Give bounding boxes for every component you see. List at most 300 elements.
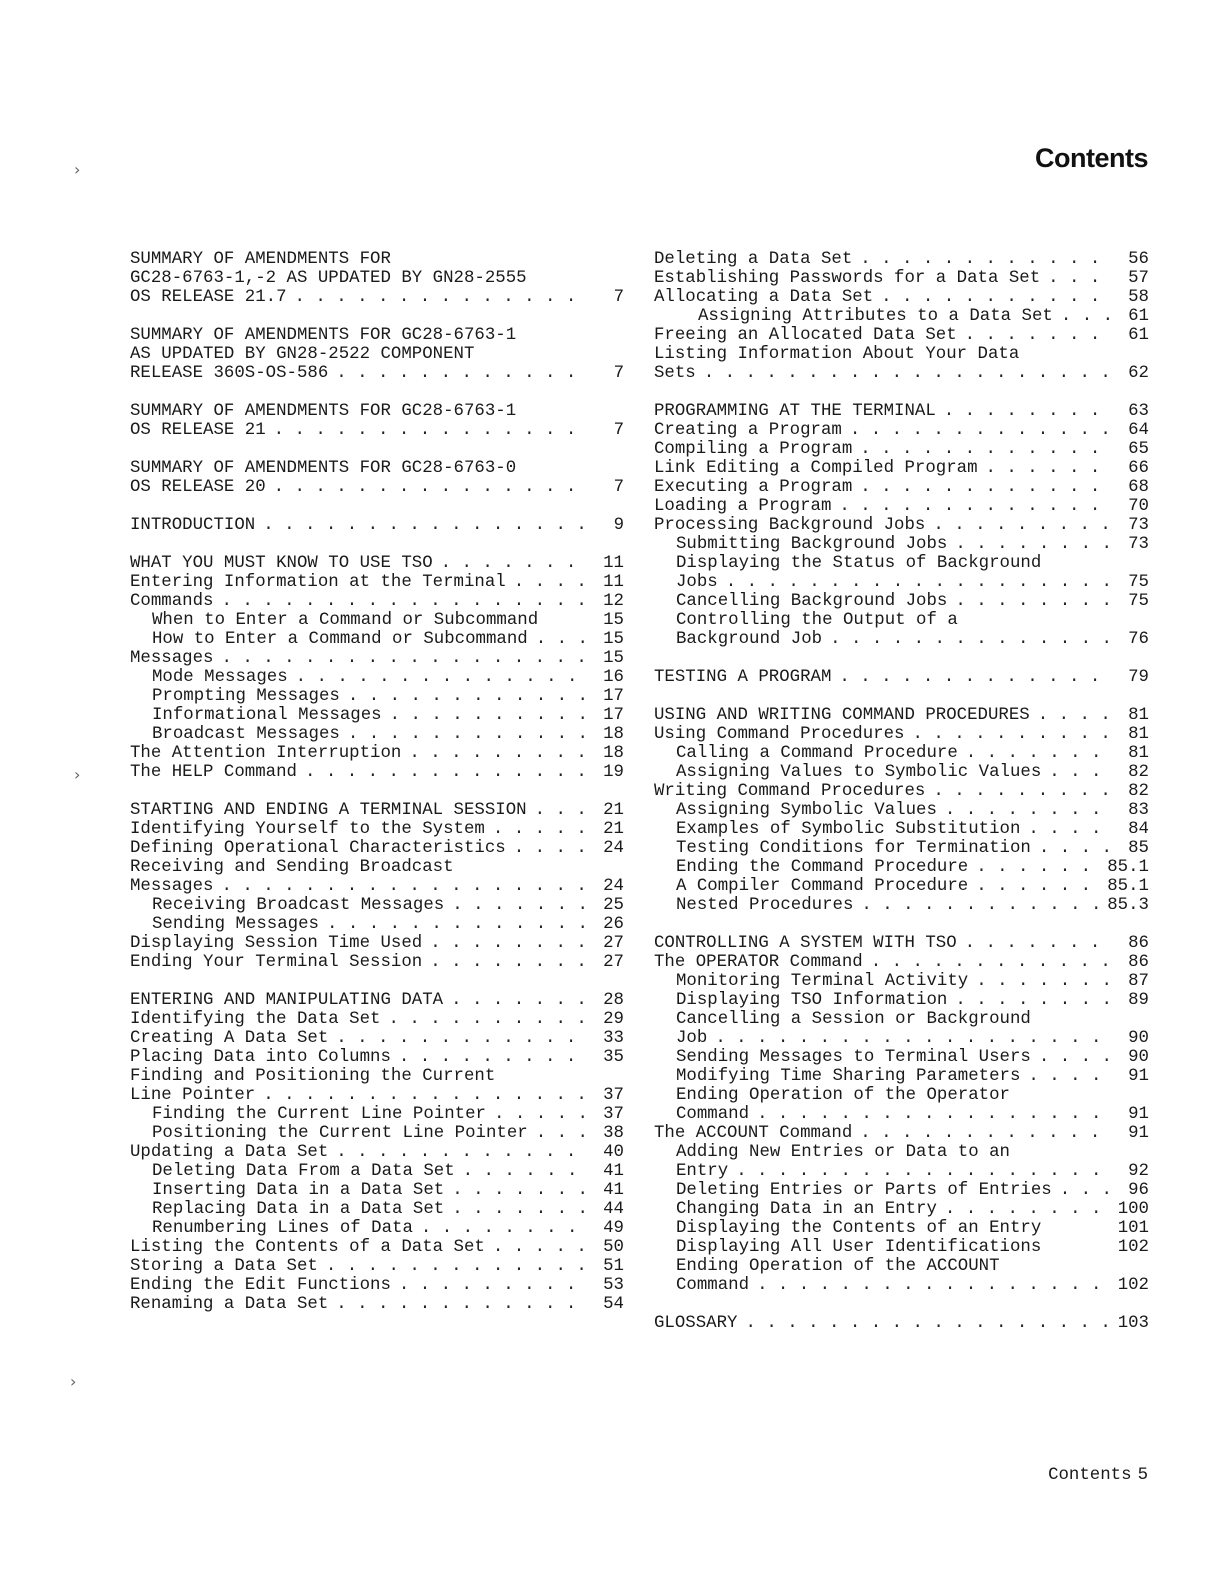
toc-page-number: 19 xyxy=(603,763,624,782)
toc-column-left xyxy=(130,250,624,1314)
toc-entry[interactable] xyxy=(654,421,1149,440)
toc-page-number: 81 xyxy=(1128,744,1149,763)
toc-leader-dots xyxy=(749,1276,1111,1295)
toc-leader-dots xyxy=(413,1219,586,1238)
toc-entry-title: Listing Information About Your Data xyxy=(654,345,1020,364)
toc-entry[interactable] xyxy=(130,1124,624,1143)
toc-entry[interactable] xyxy=(654,592,1149,611)
toc-leader-dots xyxy=(936,402,1111,421)
toc-entry-title: Deleting Entries or Parts of Entries xyxy=(676,1181,1052,1200)
toc-entry[interactable] xyxy=(654,820,1149,839)
toc-leader-dots xyxy=(968,972,1111,991)
toc-page-number: 91 xyxy=(1128,1124,1149,1143)
toc-entry-title: Deleting Data From a Data Set xyxy=(152,1162,455,1181)
toc-entry[interactable] xyxy=(130,1200,624,1219)
toc-entry-title: OS RELEASE 21.7 xyxy=(130,288,287,307)
toc-entry[interactable] xyxy=(654,972,1149,991)
toc-entry-title: Defining Operational Characteristics xyxy=(130,839,506,858)
toc-page-number: 16 xyxy=(603,668,624,687)
toc-leader-dots xyxy=(1041,763,1111,782)
toc-leader-dots xyxy=(947,592,1111,611)
section-gap xyxy=(130,440,624,459)
toc-page-number: 82 xyxy=(1128,763,1149,782)
toc-page-number: 61 xyxy=(1128,326,1149,345)
toc-entry-title: Positioning the Current Line Pointer xyxy=(152,1124,528,1143)
toc-page-number: 65 xyxy=(1128,440,1149,459)
toc-entry[interactable] xyxy=(130,763,624,782)
toc-leader-dots xyxy=(852,1124,1111,1143)
toc-page-number: 73 xyxy=(1128,535,1149,554)
toc-leader-dots xyxy=(297,763,586,782)
toc-leader-dots xyxy=(433,554,586,573)
toc-page-number: 64 xyxy=(1128,421,1149,440)
toc-page-number: 90 xyxy=(1128,1048,1149,1067)
toc-entry[interactable] xyxy=(130,1295,624,1314)
toc-entry-title: Identifying the Data Set xyxy=(130,1010,381,1029)
toc-entry[interactable] xyxy=(654,516,1149,535)
toc-entry-title: SUMMARY OF AMENDMENTS FOR GC28-6763-1 xyxy=(130,402,517,421)
toc-entry[interactable] xyxy=(130,801,624,820)
toc-entry[interactable] xyxy=(130,991,624,1010)
toc-entry[interactable] xyxy=(130,953,624,972)
toc-entry[interactable] xyxy=(654,1029,1149,1048)
toc-leader-dots xyxy=(528,1124,586,1143)
toc-entry[interactable] xyxy=(654,478,1149,497)
section-gap xyxy=(130,383,624,402)
toc-page-number: 91 xyxy=(1128,1105,1149,1124)
toc-entry[interactable] xyxy=(654,459,1149,478)
toc-entry[interactable] xyxy=(130,896,624,915)
toc-entry-title: Creating A Data Set xyxy=(130,1029,329,1048)
toc-page-number: 86 xyxy=(1128,934,1149,953)
toc-entry[interactable] xyxy=(654,991,1149,1010)
toc-page-number: 68 xyxy=(1128,478,1149,497)
toc-entry[interactable] xyxy=(654,782,1149,801)
toc-entry[interactable] xyxy=(654,1067,1149,1086)
toc-entry[interactable] xyxy=(654,953,1149,972)
toc-entry[interactable] xyxy=(654,1257,1149,1276)
toc-leader-dots xyxy=(957,934,1111,953)
toc-entry[interactable] xyxy=(130,934,624,953)
toc-page-number: 27 xyxy=(603,934,624,953)
toc-leader-dots xyxy=(255,1086,586,1105)
toc-leader-dots xyxy=(391,1276,586,1295)
toc-entry[interactable] xyxy=(654,611,1149,630)
toc-leader-dots xyxy=(1053,307,1111,326)
toc-entry-title: Changing Data in an Entry xyxy=(676,1200,937,1219)
toc-column-right xyxy=(654,250,1149,1333)
toc-page-number: 85.3 xyxy=(1107,896,1149,915)
toc-entry[interactable] xyxy=(130,554,624,573)
toc-entry[interactable] xyxy=(654,1314,1149,1333)
toc-entry[interactable] xyxy=(654,1143,1149,1162)
toc-page-number: 27 xyxy=(603,953,624,972)
toc-page-number: 96 xyxy=(1128,1181,1149,1200)
toc-entry[interactable] xyxy=(654,1048,1149,1067)
toc-entry[interactable] xyxy=(654,763,1149,782)
toc-leader-dots xyxy=(925,782,1111,801)
toc-leader-dots xyxy=(1031,1048,1111,1067)
toc-page-number: 61 xyxy=(1128,307,1149,326)
toc-leader-dots xyxy=(287,288,586,307)
toc-page-number: 75 xyxy=(1128,592,1149,611)
section-gap xyxy=(654,687,1149,706)
toc-entry[interactable] xyxy=(654,535,1149,554)
toc-entry[interactable] xyxy=(130,915,624,934)
toc-entry[interactable] xyxy=(130,1143,624,1162)
toc-entry[interactable] xyxy=(130,1238,624,1257)
toc-entry[interactable] xyxy=(130,877,624,896)
toc-leader-dots xyxy=(958,744,1111,763)
section-gap xyxy=(130,497,624,516)
toc-entry-title: Informational Messages xyxy=(152,706,382,725)
toc-leader-dots xyxy=(319,915,586,934)
toc-entry-title: Nested Procedures xyxy=(676,896,854,915)
toc-entry[interactable] xyxy=(130,630,624,649)
toc-entry[interactable] xyxy=(654,1010,1149,1029)
toc-entry-title: AS UPDATED BY GN28-2522 COMPONENT xyxy=(130,345,475,364)
toc-leader-dots xyxy=(937,1200,1111,1219)
toc-page-number: 82 xyxy=(1128,782,1149,801)
toc-entry[interactable] xyxy=(130,1105,624,1124)
toc-entry[interactable] xyxy=(654,1181,1149,1200)
toc-entry[interactable] xyxy=(130,364,624,383)
toc-leader-dots xyxy=(925,516,1111,535)
section-gap xyxy=(654,915,1149,934)
toc-leader-dots xyxy=(852,250,1111,269)
toc-entry[interactable] xyxy=(130,288,624,307)
toc-entry[interactable] xyxy=(130,1048,624,1067)
toc-leader-dots xyxy=(968,877,1103,896)
toc-entry[interactable] xyxy=(654,1276,1149,1295)
toc-leader-dots xyxy=(842,421,1111,440)
toc-entry[interactable] xyxy=(130,1181,624,1200)
toc-entry[interactable] xyxy=(654,364,1149,383)
toc-entry[interactable] xyxy=(130,345,624,364)
toc-leader-dots xyxy=(485,820,586,839)
toc-entry-title: Ending the Command Procedure xyxy=(676,858,969,877)
toc-entry[interactable] xyxy=(130,1010,624,1029)
toc-page-number: 7 xyxy=(613,364,624,383)
toc-entry-title: SUMMARY OF AMENDMENTS FOR xyxy=(130,250,391,269)
toc-entry-title: Link Editing a Compiled Program xyxy=(654,459,978,478)
toc-entry-title: Assigning Values to Symbolic Values xyxy=(676,763,1042,782)
toc-page-number: 37 xyxy=(603,1086,624,1105)
toc-leader-dots xyxy=(328,1029,586,1048)
toc-entry[interactable] xyxy=(654,1238,1149,1257)
toc-entry[interactable] xyxy=(130,478,624,497)
toc-page-number: 44 xyxy=(603,1200,624,1219)
toc-entry-title: WHAT YOU MUST KNOW TO USE TSO xyxy=(130,554,433,573)
toc-entry-title: Line Pointer xyxy=(130,1086,256,1105)
toc-entry-title: Cancelling a Session or Background xyxy=(676,1010,1031,1029)
toc-entry-title: CONTROLLING A SYSTEM WITH TSO xyxy=(654,934,957,953)
toc-page-number: 102 xyxy=(1117,1276,1149,1295)
toc-entry[interactable] xyxy=(654,801,1149,820)
toc-leader-dots xyxy=(391,1048,586,1067)
margin-mark: › xyxy=(74,160,81,179)
toc-leader-dots xyxy=(506,839,586,858)
toc-entry[interactable] xyxy=(654,345,1149,364)
toc-entry[interactable] xyxy=(654,573,1149,592)
toc-leader-dots xyxy=(528,630,586,649)
toc-page-number: 15 xyxy=(603,611,624,630)
toc-entry-title: Listing the Contents of a Data Set xyxy=(130,1238,485,1257)
toc-leader-dots xyxy=(1020,1067,1111,1086)
toc-leader-dots xyxy=(444,1181,586,1200)
toc-leader-dots xyxy=(1020,820,1111,839)
toc-entry[interactable] xyxy=(130,421,624,440)
toc-entry[interactable] xyxy=(130,326,624,345)
toc-page-number: 100 xyxy=(1117,1200,1149,1219)
toc-leader-dots xyxy=(340,687,586,706)
toc-leader-dots xyxy=(696,364,1111,383)
toc-entry-title: Displaying the Contents of an Entry xyxy=(676,1219,1042,1238)
toc-entry[interactable] xyxy=(654,440,1149,459)
toc-entry[interactable] xyxy=(654,839,1149,858)
toc-leader-dots xyxy=(340,725,586,744)
toc-entry-title: Prompting Messages xyxy=(152,687,340,706)
toc-entry[interactable] xyxy=(654,1162,1149,1181)
toc-page-number: 24 xyxy=(603,839,624,858)
toc-entry[interactable] xyxy=(130,573,624,592)
toc-page-number: 54 xyxy=(603,1295,624,1314)
toc-page-number: 7 xyxy=(613,288,624,307)
toc-entry[interactable] xyxy=(654,1105,1149,1124)
toc-leader-dots xyxy=(831,668,1111,687)
toc-leader-dots xyxy=(947,991,1111,1010)
toc-entry-title: Creating a Program xyxy=(654,421,842,440)
page-title: Contents xyxy=(1035,143,1148,173)
toc-leader-dots xyxy=(707,1029,1111,1048)
toc-entry-title: Sets xyxy=(654,364,696,383)
toc-entry-title: The OPERATOR Command xyxy=(654,953,863,972)
toc-page-number: 21 xyxy=(603,801,624,820)
toc-page-number: 57 xyxy=(1128,269,1149,288)
toc-entry[interactable] xyxy=(654,326,1149,345)
toc-entry[interactable] xyxy=(654,307,1149,326)
toc-entry-title: Using Command Procedures xyxy=(654,725,905,744)
toc-entry[interactable] xyxy=(654,250,1149,269)
toc-entry[interactable] xyxy=(654,858,1149,877)
toc-page-number: 28 xyxy=(603,991,624,1010)
toc-page-number: 15 xyxy=(603,630,624,649)
toc-page-number: 7 xyxy=(613,421,624,440)
toc-leader-dots xyxy=(318,1257,586,1276)
toc-leader-dots xyxy=(401,744,586,763)
section-gap xyxy=(654,1295,1149,1314)
page-footer xyxy=(1020,1466,1148,1485)
section-gap xyxy=(130,972,624,991)
toc-entry-title: SUMMARY OF AMENDMENTS FOR GC28-6763-0 xyxy=(130,459,517,478)
toc-entry[interactable] xyxy=(654,1124,1149,1143)
toc-page-number: 26 xyxy=(603,915,624,934)
toc-entry-title: Renaming a Data Set xyxy=(130,1295,329,1314)
toc-leader-dots xyxy=(822,630,1111,649)
toc-entry[interactable] xyxy=(654,896,1149,915)
toc-entry-title: Executing a Program xyxy=(654,478,853,497)
toc-page-number: 90 xyxy=(1128,1029,1149,1048)
toc-entry[interactable] xyxy=(654,706,1149,725)
toc-entry[interactable] xyxy=(654,269,1149,288)
toc-entry-title: Finding the Current Line Pointer xyxy=(152,1105,486,1124)
toc-entry[interactable] xyxy=(654,1200,1149,1219)
toc-leader-dots xyxy=(853,896,1103,915)
toc-entry-title: Sending Messages to Terminal Users xyxy=(676,1048,1031,1067)
toc-leader-dots xyxy=(852,478,1111,497)
toc-entry-title: Establishing Passwords for a Data Set xyxy=(654,269,1041,288)
toc-entry-title: Finding and Positioning the Current xyxy=(130,1067,496,1086)
toc-entry-title: Command xyxy=(676,1276,750,1295)
toc-entry[interactable] xyxy=(654,630,1149,649)
toc-leader-dots xyxy=(288,668,586,687)
toc-entry-title: Ending the Edit Functions xyxy=(130,1276,391,1295)
toc-entry[interactable] xyxy=(654,1219,1149,1238)
toc-leader-dots xyxy=(455,1162,586,1181)
toc-entry[interactable] xyxy=(130,1029,624,1048)
toc-entry-title: GLOSSARY xyxy=(654,1314,738,1333)
toc-page-number: 53 xyxy=(603,1276,624,1295)
toc-entry-title: USING AND WRITING COMMAND PROCEDURES xyxy=(654,706,1030,725)
toc-leader-dots xyxy=(1040,269,1111,288)
toc-leader-dots xyxy=(214,649,587,668)
toc-leader-dots xyxy=(506,573,586,592)
toc-entry-title: Displaying Session Time Used xyxy=(130,934,423,953)
toc-entry[interactable] xyxy=(130,1276,624,1295)
toc-leader-dots xyxy=(1030,706,1111,725)
toc-entry[interactable] xyxy=(130,725,624,744)
toc-page-number: 56 xyxy=(1128,250,1149,269)
toc-leader-dots xyxy=(527,801,586,820)
toc-leader-dots xyxy=(947,535,1111,554)
toc-entry-title: Storing a Data Set xyxy=(130,1257,318,1276)
toc-leader-dots xyxy=(266,421,586,440)
section-gap xyxy=(654,383,1149,402)
toc-page-number: 18 xyxy=(603,725,624,744)
toc-entry[interactable] xyxy=(130,592,624,611)
toc-entry-title: Compiling a Program xyxy=(654,440,853,459)
toc-page-number: 9 xyxy=(613,516,624,535)
toc-leader-dots xyxy=(1031,839,1111,858)
margin-mark: › xyxy=(70,1372,77,1391)
toc-entry[interactable] xyxy=(654,744,1149,763)
toc-leader-dots xyxy=(444,896,586,915)
toc-entry[interactable] xyxy=(130,459,624,478)
toc-page-number: 24 xyxy=(603,877,624,896)
toc-entry[interactable] xyxy=(130,820,624,839)
toc-entry-title: Displaying the Status of Background xyxy=(676,554,1042,573)
toc-entry-title: Modifying Time Sharing Parameters xyxy=(676,1067,1021,1086)
toc-leader-dots xyxy=(380,1010,586,1029)
toc-entry-title: Placing Data into Columns xyxy=(130,1048,391,1067)
toc-entry[interactable] xyxy=(130,706,624,725)
toc-entry[interactable] xyxy=(654,668,1149,687)
page-number: 5 xyxy=(1137,1466,1148,1485)
toc-entry[interactable] xyxy=(130,649,624,668)
toc-entry[interactable] xyxy=(654,554,1149,573)
toc-entry-title: Entering Information at the Terminal xyxy=(130,573,506,592)
toc-leader-dots xyxy=(382,706,586,725)
toc-leader-dots xyxy=(904,725,1111,744)
toc-entry[interactable] xyxy=(130,668,624,687)
toc-leader-dots xyxy=(422,934,586,953)
toc-page-number: 102 xyxy=(1117,1238,1149,1257)
toc-entry[interactable] xyxy=(654,934,1149,953)
toc-page-number: 85.1 xyxy=(1107,858,1149,877)
toc-entry-title: The ACCOUNT Command xyxy=(654,1124,853,1143)
toc-page-number: 79 xyxy=(1128,668,1149,687)
toc-entry-title: Background Job xyxy=(676,630,823,649)
toc-entry[interactable] xyxy=(654,725,1149,744)
toc-entry-title: RELEASE 360S-OS-586 xyxy=(130,364,329,383)
toc-entry[interactable] xyxy=(130,269,624,288)
toc-leader-dots xyxy=(443,991,586,1010)
toc-entry[interactable] xyxy=(130,744,624,763)
section-gap xyxy=(654,649,1149,668)
toc-entry-title: Ending Your Terminal Session xyxy=(130,953,423,972)
toc-page-number: 40 xyxy=(603,1143,624,1162)
toc-entry[interactable] xyxy=(654,402,1149,421)
toc-entry[interactable] xyxy=(130,687,624,706)
toc-page-number: 89 xyxy=(1128,991,1149,1010)
toc-page-number: 49 xyxy=(603,1219,624,1238)
toc-entry[interactable] xyxy=(130,1162,624,1181)
toc-entry[interactable] xyxy=(130,858,624,877)
toc-entry[interactable] xyxy=(654,497,1149,516)
toc-entry[interactable] xyxy=(130,1257,624,1276)
section-gap xyxy=(130,535,624,554)
toc-leader-dots xyxy=(728,1162,1111,1181)
toc-entry[interactable] xyxy=(130,516,624,535)
toc-entry[interactable] xyxy=(654,288,1149,307)
toc-page-number: 92 xyxy=(1128,1162,1149,1181)
toc-page-number: 51 xyxy=(603,1257,624,1276)
toc-page-number: 35 xyxy=(603,1048,624,1067)
toc-entry[interactable] xyxy=(130,611,624,630)
toc-page-number: 50 xyxy=(603,1238,624,1257)
toc-page-number: 86 xyxy=(1128,953,1149,972)
toc-entry-title: Freeing an Allocated Data Set xyxy=(654,326,957,345)
toc-page-number: 76 xyxy=(1128,630,1149,649)
toc-entry[interactable] xyxy=(130,250,624,269)
toc-page-number: 21 xyxy=(603,820,624,839)
toc-page-number: 29 xyxy=(603,1010,624,1029)
toc-entry-title: Job xyxy=(676,1029,708,1048)
toc-entry[interactable] xyxy=(130,1067,624,1086)
toc-page-number: 17 xyxy=(603,687,624,706)
toc-entry-title: Messages xyxy=(130,877,214,896)
toc-entry-title: Sending Messages xyxy=(152,915,319,934)
toc-entry-title: Submitting Background Jobs xyxy=(676,535,948,554)
toc-entry[interactable] xyxy=(130,839,624,858)
toc-entry[interactable] xyxy=(654,877,1149,896)
toc-page-number: 41 xyxy=(603,1181,624,1200)
toc-entry[interactable] xyxy=(130,1086,624,1105)
toc-page-number: 62 xyxy=(1128,364,1149,383)
toc-entry[interactable] xyxy=(130,1219,624,1238)
toc-entry[interactable] xyxy=(130,402,624,421)
toc-leader-dots xyxy=(873,288,1111,307)
toc-page-number: 75 xyxy=(1128,573,1149,592)
toc-leader-dots xyxy=(486,1105,586,1124)
toc-leader-dots xyxy=(978,459,1111,478)
toc-entry-title: STARTING AND ENDING A TERMINAL SESSION xyxy=(130,801,527,820)
toc-entry-title: Deleting a Data Set xyxy=(654,250,853,269)
toc-page-number: 41 xyxy=(603,1162,624,1181)
toc-entry[interactable] xyxy=(654,1086,1149,1105)
toc-entry-title: TESTING A PROGRAM xyxy=(654,668,832,687)
toc-leader-dots xyxy=(214,877,587,896)
